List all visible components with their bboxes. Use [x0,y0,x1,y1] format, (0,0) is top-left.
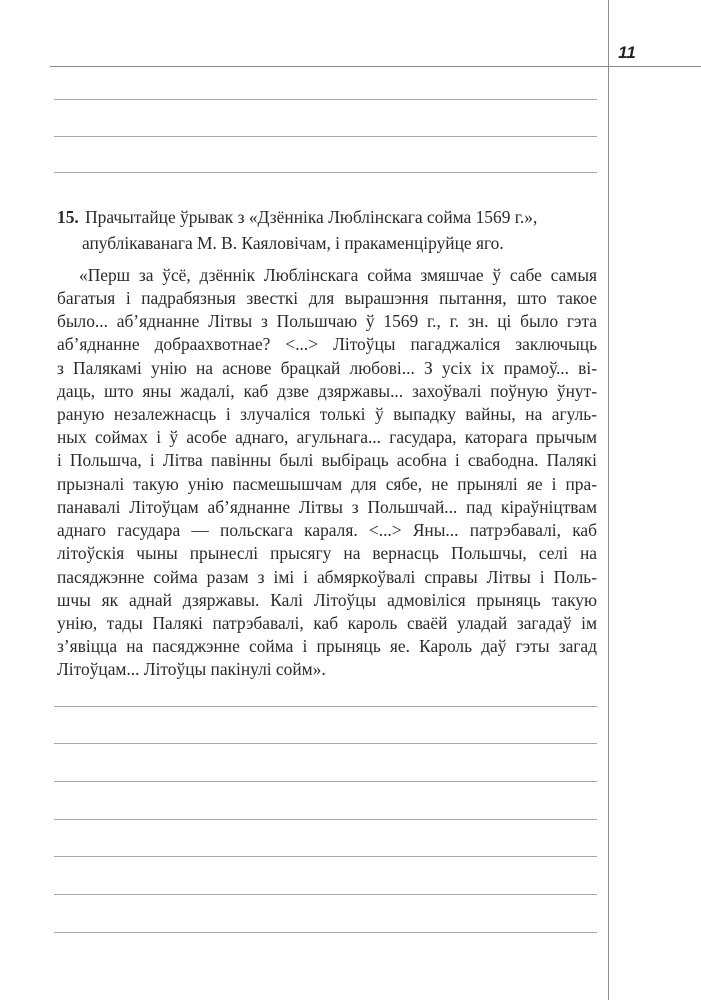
quote-line: «Перш за ўсё, дзённік Люблінскага сойма змяшчае ў сабе самыя [79,265,597,285]
answer-line [54,136,597,137]
answer-line [54,172,597,173]
answer-line [54,781,597,782]
task-text-line-2: апублікаванага М. В. Каяловічам, і пракаменціруйце яго. [82,233,504,253]
answer-line [54,99,597,100]
header-rule [50,66,701,67]
quote-line: шчы як аднай дзяржавы. Калі Літоўцы адмовіліся прыняць такую [57,590,597,610]
task-text-line-1: Прачытайце ўрывак з «Дзённіка Люблінскага сойма 1569 г.», [85,207,538,227]
answer-line [54,932,597,933]
quote-line: раную незалежнасць і злучаліся толькі ў выпадку вайны, на агуль- [57,404,597,424]
quote-line: пасяджэнне сойма разам з імі і абмяркоўвалі справы Літвы і Поль- [57,567,597,587]
quote-line: і Польшча, і Літва павінны былі выбіраць асобна і свабодна. Палякі [57,450,597,470]
answer-line [54,819,597,820]
quote-line: з’явіцца на пасяджэнне сойма і прыняць яе. Кароль даў гэты загад [57,636,597,656]
task-prompt [57,204,597,256]
margin-vertical-rule [608,0,609,1000]
answer-line [54,706,597,707]
quote-line: багатыя і падрабязныя звесткі для вырашэння пытання, што такое [57,288,597,308]
quote-line: Літоўцам... Літоўцы пакінулі сойм». [57,659,326,679]
page-number: 11 [618,43,636,62]
quote-line: аднаго гасудара — польскага караля. <...> Яны... патрэбавалі, каб [57,520,597,540]
answer-line [54,894,597,895]
quote-line: унію, тады Палякі патрэбавалі, каб кароль сваёй уладай загадаў ім [57,613,597,633]
quote-line: ных соймах і ў асобе аднаго, агульнага... гасудара, каторага прычым [57,427,597,447]
quote-line: было... аб’яднанне Літвы з Польшчаю ў 1569 г., г. зн. ці было гэта [57,311,597,331]
answer-line [54,743,597,744]
task-number: 15. [57,207,79,227]
answer-line [54,856,597,857]
quote-line: з Палякамі унію на аснове брацкай любові... З усіх іх прамоў... ві- [57,358,597,378]
quote-line: аб’яднанне добраахвотнае? <...> Літоўцы пагаджаліся заключыць [57,334,597,354]
quote-line: літоўскія чыны прынеслі прысягу на вернасць Польшчы, селі на [57,543,597,563]
quote-line: прызналі такую унію пасмешышчам для сябе, не прынялі яе і пра- [57,474,597,494]
quote-line: даць, што яны жадалі, каб дзве дзяржавы... захоўвалі поўную ўнут- [57,381,597,401]
quote-line: панавалі Літоўцам аб’яднанне Літвы з Польшчай... пад кіраўніцтвам [57,497,597,517]
